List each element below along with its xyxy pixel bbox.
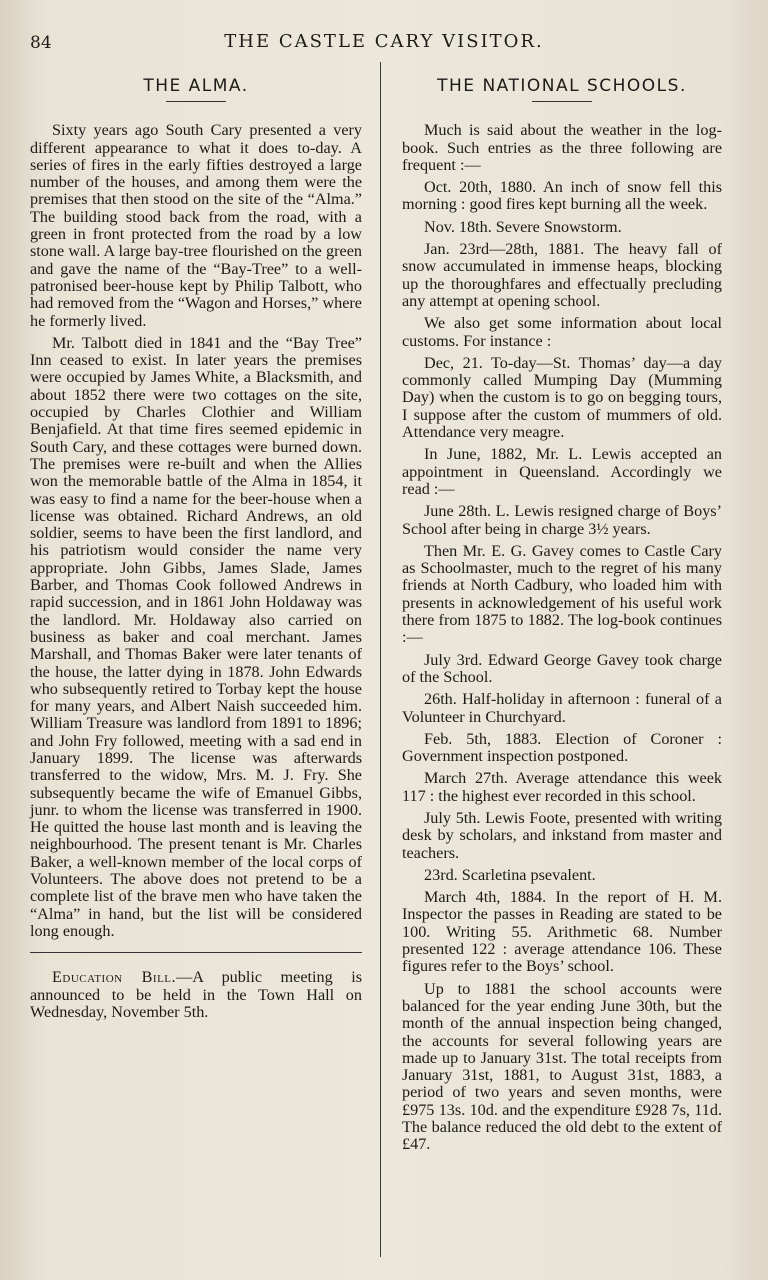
schools-paragraph: In June, 1882, Mr. L. Lewis accepted an appointment in Queensland. Accordingly we read :—	[402, 445, 722, 498]
running-head: THE CASTLE CARY VISITOR.	[224, 31, 544, 52]
page-number: 84	[30, 33, 52, 53]
left-column	[30, 72, 362, 1026]
schools-paragraph: March 4th, 1884. In the report of H. M. Inspector the passes in Reading are stated to be 100. Writing 55. Arithmetic 68. Number presented 122 : average attendance 106. These figures refer to the Boys’ school.	[402, 888, 722, 976]
notice-title: Education Bill.	[52, 968, 177, 987]
schools-paragraph: July 3rd. Edward George Gavey took charge of the School.	[402, 650, 722, 686]
schools-paragraph: Oct. 20th, 1880. An inch of snow fell this morning : good fires kept burning all the week.	[402, 178, 722, 214]
schools-paragraph: Dec, 21. To-day—St. Thomas’ day—a day commonly called Mumping Day (Mumming Day) when the custom is to go on begging tours, I suppose after the custom of mummers of old. Attendance very meagre.	[402, 353, 722, 442]
schools-paragraph: Up to 1881 the school accounts were balanced for the year ending June 30th, but the month of the annual inspection being changed, the accounts for several following years are made up to January 31st. The total receipts from January 31st, 1881, to August 31st, 1883, a period of two years and seven months, were £975 13s. 10d. and the expenditure £928 7s, 11d. The balance reduced the old debt to the extent of £47.	[402, 979, 722, 1154]
right-column	[402, 72, 722, 1159]
heading-rule	[166, 101, 226, 102]
schools-paragraph: Jan. 23rd—28th, 1881. The heavy fall of snow accumulated in immense heaps, blocking up the thoroughfares and effectually precluding any attempt at opening school.	[402, 240, 722, 310]
schools-paragraph: We also get some information about local customs. For instance :	[402, 314, 722, 350]
schools-paragraph: Then Mr. E. G. Gavey comes to Castle Cary as Schoolmaster, much to the regret of his many friends at North Cadbury, who loaded him with presents in acknowledgement of his useful work there from 1875 to 1882. The log-book continues :—	[402, 541, 722, 647]
schools-paragraph: 26th. Half-holiday in afternoon : funeral of a Volunteer in Churchyard.	[402, 690, 722, 726]
section-divider	[30, 952, 362, 953]
schools-paragraph: Nov. 18th. Severe Snowstorm.	[424, 217, 622, 236]
article-heading-alma: THE ALMA.	[143, 76, 249, 96]
schools-paragraph: March 27th. Average attendance this week 117 : the highest ever recorded in this school.	[402, 769, 722, 805]
notice-text: —A public meeting is announced to be held in the Town Hall on Wednesday, November 5th.	[30, 968, 362, 1021]
alma-paragraph: Mr. Talbott died in 1841 and the “Bay Tree” Inn ceased to exist. In later years the premises were occupied by James White, a Blacksmith, and about 1852 there were two cottages on the site, occupied by Charles Clothier and William Benjafield. At that time fires seemed epidemic in South Cary, and these cottages were burned down. The premises were re-built and when the Allies won the memorable battle of the Alma in 1854, it was easy to find a name for the beer-house when a license was obtained. Richard Andrews, an old soldier, seems to have been the first landlord, and his patriotism would consider the name very appropriate. John Gibbs, James Slade, James Barber, and Thomas Cook followed Andrews in rapid succession, and in 1861 John Holdaway was the landlord. Mr. Holdaway also carried on business as baker and coal merchant. James Marshall, and Thomas Baker were later tenants of the house, the latter dying in 1878. John Edwards who subsequently retired to Torbay kept the house for many years, and Albert Naish succeeded him. William Treasure was landlord from 1891 to 1896; and John Fry followed, meeting with a sad end in January 1899. The license was afterwards transferred to the widow, Mrs. M. J. Fry. She subsequently became the wife of Emanuel Gibbs, junr. to whom the license was transferred in 1900. He quitted the house last month and is leaving the neighbourhood. The present tenant is Mr. Charles Baker, a well-known member of the local corps of Volunteers. The above does not pretend to be a complete list of the brave men who have taken the “Alma” in hand, but the list will be considered long enough.	[30, 333, 362, 940]
schools-paragraph: 23rd. Scarletina psevalent.	[424, 865, 596, 884]
schools-paragraph: Much is said about the weather in the log-book. Such entries as the three following are frequent :—	[402, 121, 722, 174]
schools-paragraph: Feb. 5th, 1883. Election of Coroner : Government inspection postponed.	[402, 729, 722, 766]
education-bill-notice	[30, 969, 362, 1021]
schools-paragraph: June 28th. L. Lewis resigned charge of Boys’ School after being in charge 3½ years.	[402, 502, 722, 538]
column-rule	[380, 62, 381, 1257]
heading-rule	[532, 101, 592, 102]
schools-paragraph: July 5th. Lewis Foote, presented with writing desk by scholars, and inkstand from master and teachers.	[402, 808, 722, 862]
article-heading-national-schools: THE NATIONAL SCHOOLS.	[437, 76, 687, 96]
alma-paragraph: Sixty years ago South Cary presented a very different appearance to what it does to-day. A series of fires in the early fifties destroyed a large number of the houses, and among them were the premises that then stood on the site of the “Alma.” The building stood back from the road, with a green in front protected from the road by a low stone wall. A large bay-tree flourished on the green and gave the name of the “Bay-Tree” to a well-patronised beer-house kept by Philip Talbott, who had removed from the “Wagon and Horses,” where he formerly lived.	[30, 121, 362, 330]
